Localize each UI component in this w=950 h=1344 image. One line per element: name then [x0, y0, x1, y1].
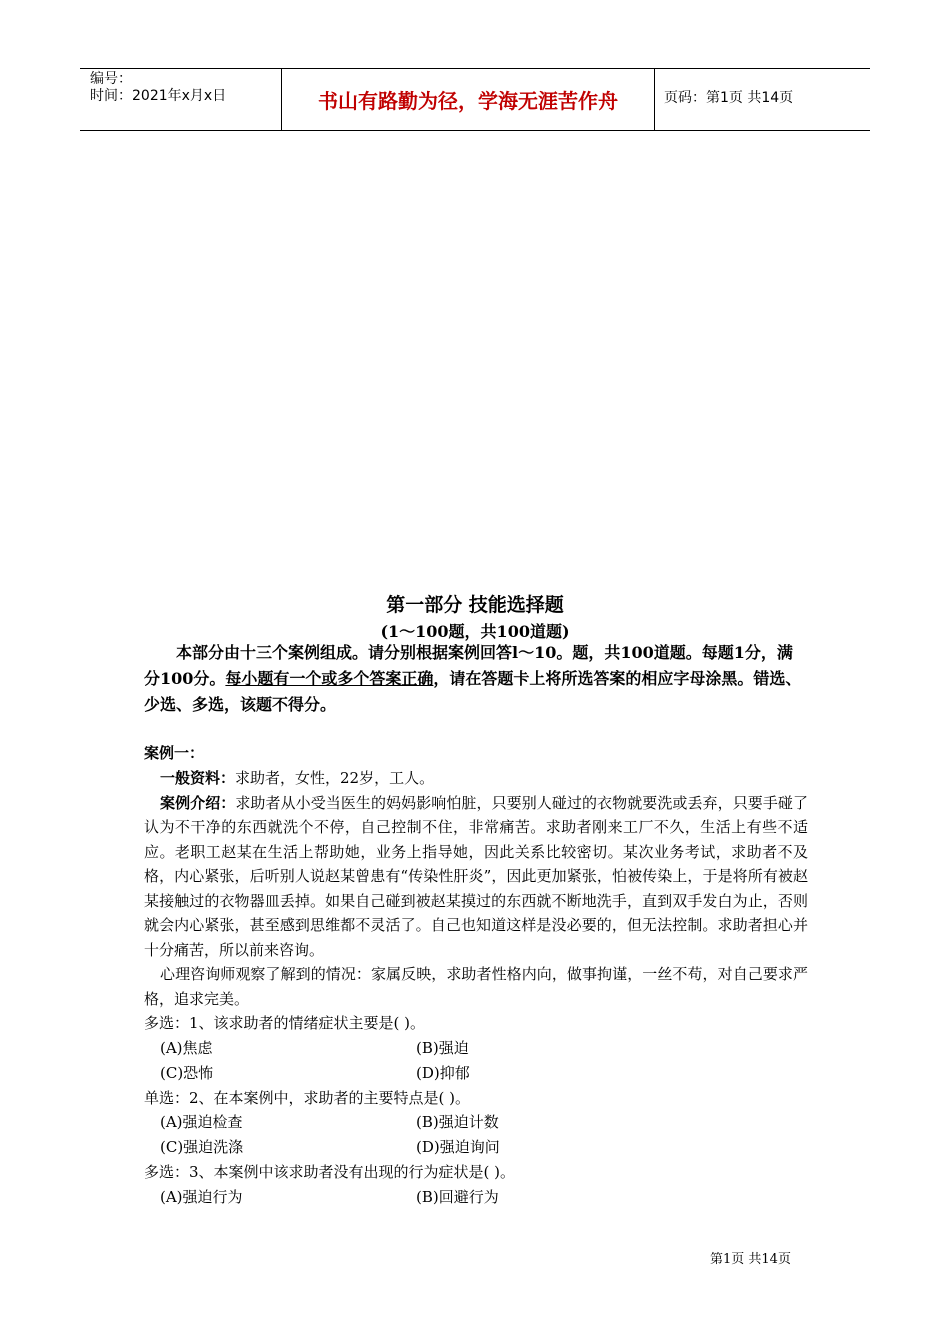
option-a: (A)焦虑 — [160, 1038, 213, 1057]
question-stem: 多选：3、本案例中该求助者没有出现的行为症状是( )。 — [144, 1163, 516, 1181]
counselor-observation: 心理咨询师观察了解到的情况：家属反映，求助者性格内向，做事拘谨，一丝不苟，对自己要求严格，追求完美。 — [144, 965, 808, 1008]
case-introduction — [144, 791, 808, 963]
option-d: (D)抑郁 — [416, 1063, 470, 1082]
option-row — [144, 1135, 808, 1160]
header-page-cell — [655, 69, 870, 130]
instructions-text-a: 本部分由十三个案例组成。请分别根据案例回答l～10。题，共100道题。每题1分，满分100分。 — [144, 643, 793, 688]
header-motto-cell — [282, 69, 655, 130]
instructions-underlined: 每小题有一个或多个答案正确 — [225, 669, 434, 688]
general-info — [144, 766, 808, 791]
option-d: (D)强迫询问 — [416, 1138, 500, 1156]
case-heading: 案例一： — [144, 744, 205, 762]
serial-label: 编号： — [90, 71, 132, 87]
question-stem: 多选：1、该求助者的情绪症状主要是( )。 — [144, 1014, 426, 1032]
section-instructions — [144, 640, 808, 718]
time-label: 时间：2021年x月x日 — [90, 88, 227, 104]
page-header — [80, 68, 870, 131]
instructions-text-b: ，请在答题卡上将所选答案的相应字母涂黑。错选、少选、多选，该题不得分。 — [144, 669, 802, 714]
general-info-text: 求助者，女性，22岁，工人。 — [235, 769, 435, 787]
option-a: (A)强迫检查 — [160, 1113, 243, 1131]
question-stem: 单选：2、在本案例中，求助者的主要特点是( )。 — [144, 1088, 471, 1107]
section-subtitle: (1～100题，共100道题) — [380, 622, 570, 641]
case-intro-label: 案例介绍： — [160, 793, 236, 812]
option-b: (B)回避行为 — [416, 1187, 499, 1206]
option-row — [144, 1110, 808, 1135]
page-footer: 第1页 共14页 — [710, 1252, 791, 1267]
case-body — [144, 766, 808, 1210]
general-info-label: 一般资料： — [160, 769, 236, 787]
option-b: (B)强迫计数 — [416, 1113, 499, 1131]
header-motto: 书山有路勤为径，学海无涯苦作舟 — [318, 89, 618, 113]
option-c: (C)恐怖 — [160, 1063, 214, 1082]
option-row — [144, 1061, 808, 1086]
section-title: 第一部分 技能选择题 — [386, 594, 564, 616]
option-c: (C)强迫洗涤 — [160, 1138, 244, 1156]
option-row — [144, 1185, 808, 1210]
option-row — [144, 1036, 808, 1061]
case-intro-text: 求助者从小受当医生的妈妈影响怕脏，只要别人碰过的衣物就要洗或丢弃，只要手碰了认为不干净的东西就洗个不停，自己控制不住，非常痛苦。求助者刚来工厂不久，生活上有些不适应。老职工赵某在生活上帮助她，业务上指导她，因此关系比较密切。某次业务考试，求助者不及格，内心紧张，后听别人说赵某曾患有“传染性肝炎”，因此更加紧张，怕被传染上，于是将所有被赵某接触过的衣物器皿丢掉。如果自己碰到被赵某摸过的东西就不断地洗手，直到双手发白为止，否则就会内心紧张，甚至感到思维都不灵活了。自己也知道这样是没必要的，但无法控制。求助者担心并十分痛苦，所以前来咨询。 — [144, 793, 808, 959]
header-meta-cell — [80, 69, 282, 130]
header-page-number: 页码：第1页 共14页 — [664, 90, 794, 106]
option-a: (A)强迫行为 — [160, 1187, 243, 1206]
option-b: (B)强迫 — [416, 1038, 469, 1057]
